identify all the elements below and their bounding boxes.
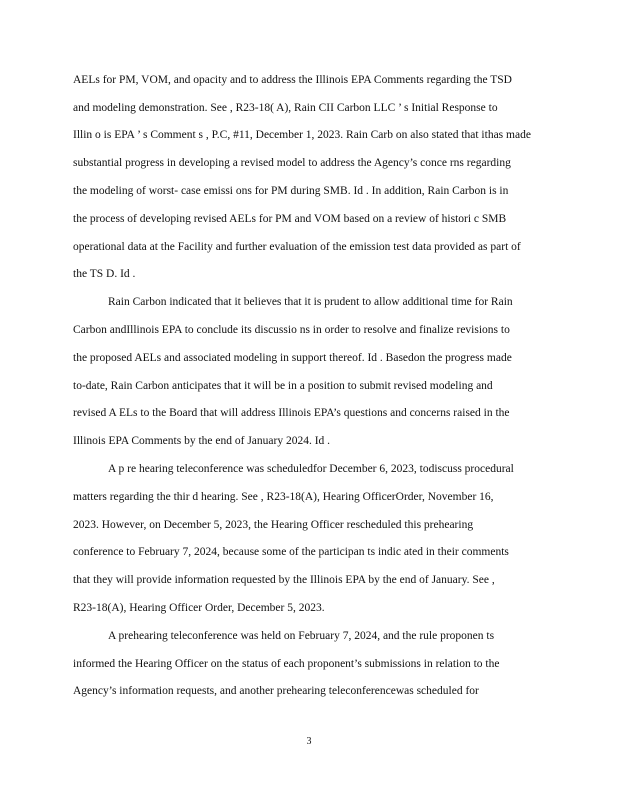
body-text-line: 2023. However, on December 5, 2023, the Hearing Officer rescheduled this prehearing	[73, 519, 474, 531]
body-text-line: and modeling demonstration. See , R23-18( A), Rain CII Carbon LLC ’ s Initial Response to	[73, 102, 498, 114]
body-text-line: informed the Hearing Officer on the status of each proponent’s submissions in relation to the	[73, 658, 500, 670]
body-text-line: AELs for PM, VOM, and opacity and to address the Illinois EPA Comments regarding the TSD	[73, 74, 512, 86]
body-text-line: the proposed AELs and associated modeling in support thereof. Id . Basedon the progress made	[73, 352, 512, 364]
body-text-line: to-date, Rain Carbon anticipates that it will be in a position to submit revised modeling and	[73, 380, 493, 392]
body-text-line: Agency’s information requests, and another prehearing teleconferencewas scheduled for	[73, 685, 479, 697]
paragraph-first-line: A prehearing teleconference was held on February 7, 2024, and the rule proponen ts	[108, 630, 495, 642]
body-text-line: the modeling of worst- case emissi ons for PM during SMB. Id . In addition, Rain Carbon is in	[73, 185, 509, 197]
body-text-line: the TS D. Id .	[73, 268, 136, 280]
body-text-line: conference to February 7, 2024, because some of the participan ts indic ated in their comments	[73, 546, 509, 558]
body-text-line: substantial progress in developing a revised model to address the Agency’s conce rns regarding	[73, 157, 511, 169]
paragraph-first-line: A p re hearing teleconference was scheduledfor December 6, 2023, todiscuss procedural	[108, 463, 514, 475]
body-text-line: revised A ELs to the Board that will address Illinois EPA’s questions and concerns raised in the	[73, 407, 510, 419]
paragraph-first-line: Rain Carbon indicated that it believes that it is prudent to allow additional time for Rain	[108, 296, 513, 308]
body-text-line: Carbon andIllinois EPA to conclude its discussio ns in order to resolve and finalize revisions to	[73, 324, 510, 336]
page-number: 3	[306, 736, 312, 747]
body-text-line: the process of developing revised AELs for PM and VOM based on a review of histori c SMB	[73, 213, 507, 225]
body-text-line: matters regarding the thir d hearing. See , R23-18(A), Hearing OfficerOrder, November 16,	[73, 491, 494, 503]
body-text-line: that they will provide information requested by the Illinois EPA by the end of January. See ,	[73, 574, 495, 586]
body-text-line: Illin o is EPA ’ s Comment s , P.C, #11, December 1, 2023. Rain Carb on also stated that ithas made	[73, 129, 531, 141]
body-text-line: R23-18(A), Hearing Officer Order, December 5, 2023.	[73, 602, 325, 614]
body-text-line: operational data at the Facility and further evaluation of the emission test data provided as part of	[73, 241, 521, 253]
body-text-line: Illinois EPA Comments by the end of January 2024. Id .	[73, 435, 331, 447]
